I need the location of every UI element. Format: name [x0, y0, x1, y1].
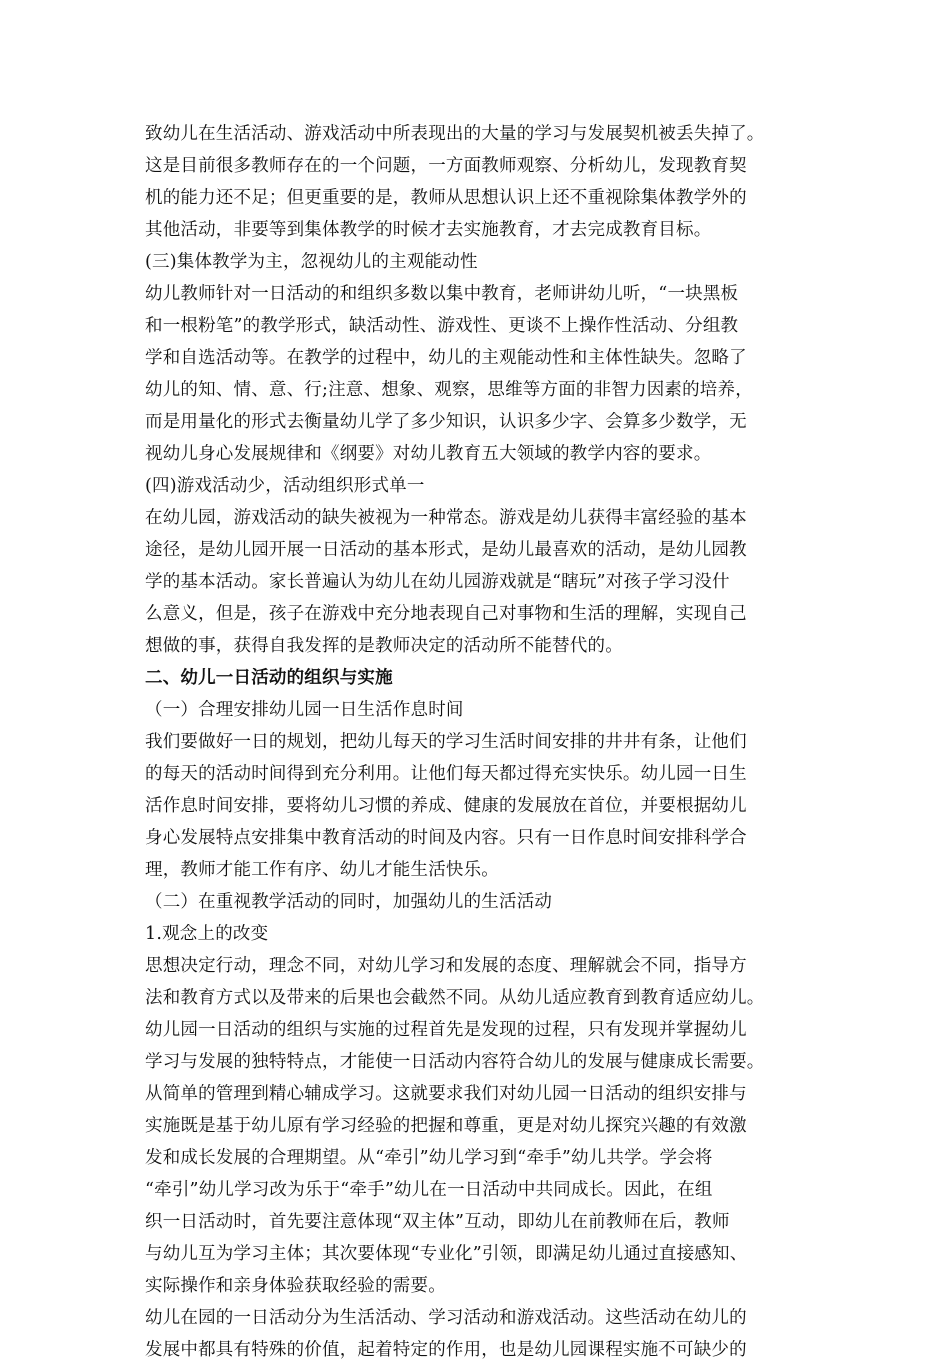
paragraph-line: 发和成长发展的合理期望。从“牵引”幼儿学习到“牵手”幼儿共学。学会将: [145, 1148, 713, 1168]
paragraph-line: 的每天的活动时间得到充分利用。让他们每天都过得充实快乐。幼儿园一日生: [145, 764, 747, 784]
paragraph-line: 织一日活动时，首先要注意体现“双主体”互动，即幼儿在前教师在后，教师: [145, 1212, 730, 1232]
paragraph-line: 机的能力还不足；但更重要的是，教师从思想认识上还不重视除集体教学外的: [145, 188, 747, 208]
paragraph-line: 学习与发展的独特特点，才能使一日活动内容符合幼儿的发展与健康成长需要。: [145, 1052, 765, 1072]
paragraph-line: 途径，是幼儿园开展一日活动的基本形式，是幼儿最喜欢的活动，是幼儿园教: [145, 540, 747, 560]
paragraph-line: 与幼儿互为学习主体；其次要体现“专业化”引领，即满足幼儿通过直接感知、: [145, 1244, 748, 1264]
paragraph-line: “牵引”幼儿学习改为乐于“牵手”幼儿在一日活动中共同成长。因此，在组: [145, 1180, 713, 1200]
section-heading-1: （一）合理安排幼儿园一日生活作息时间: [145, 700, 464, 720]
paragraph-line: 在幼儿园，游戏活动的缺失被视为一种常态。游戏是幼儿获得丰富经验的基本: [145, 508, 747, 528]
paragraph-line: 幼儿园一日活动的组织与实施的过程首先是发现的过程，只有发现并掌握幼儿: [145, 1020, 747, 1040]
chapter-heading: 二、幼儿一日活动的组织与实施: [145, 668, 393, 688]
paragraph-line: 活作息时间安排，要将幼儿习惯的养成、健康的发展放在首位，并要根据幼儿: [145, 796, 747, 816]
paragraph-line: 学的基本活动。家长普遍认为幼儿在幼儿园游戏就是“瞎玩”对孩子学习没什: [145, 572, 730, 592]
paragraph-line: 这是目前很多教师存在的一个问题，一方面教师观察、分析幼儿，发现教育契: [145, 156, 747, 176]
document-body: [145, 118, 825, 1366]
paragraph-line: 从简单的管理到精心辅成学习。这就要求我们对幼儿园一日活动的组织安排与: [145, 1084, 747, 1104]
paragraph-line: 和一根粉笔”的教学形式，缺活动性、游戏性、更谈不上操作性活动、分组教: [145, 316, 739, 336]
numbered-heading: 1.观念上的改变: [145, 924, 269, 944]
section-heading-3: (三)集体教学为主，忽视幼儿的主观能动性: [145, 252, 478, 272]
paragraph-line: 思想决定行动，理念不同，对幼儿学习和发展的态度、理解就会不同，指导方: [145, 956, 747, 976]
paragraph-line: 致幼儿在生活活动、游戏活动中所表现出的大量的学习与发展契机被丢失掉了。: [145, 124, 765, 144]
paragraph-line: 实际操作和亲身体验获取经验的需要。: [145, 1276, 446, 1296]
paragraph-line: 法和教育方式以及带来的后果也会截然不同。从幼儿适应教育到教育适应幼儿。: [145, 988, 765, 1008]
paragraph-line: 幼儿在园的一日活动分为生活活动、学习活动和游戏活动。这些活动在幼儿的: [145, 1308, 747, 1328]
paragraph-line: 视幼儿身心发展规律和《纲要》对幼儿教育五大领域的教学内容的要求。: [145, 444, 712, 464]
paragraph-line: 其他活动，非要等到集体教学的时候才去实施教育，才去完成教育目标。: [145, 220, 712, 240]
paragraph-line: 想做的事，获得自我发挥的是教师决定的活动所不能替代的。: [145, 636, 623, 656]
paragraph-line: 身心发展特点安排集中教育活动的时间及内容。只有一日作息时间安排科学合: [145, 828, 747, 848]
paragraph-line: 幼儿教师针对一日活动的和组织多数以集中教育，老师讲幼儿听，“一块黑板: [145, 284, 739, 304]
paragraph-line: 学和自选活动等。在教学的过程中，幼儿的主观能动性和主体性缺失。忽略了: [145, 348, 747, 368]
paragraph-line: 发展中都具有特殊的价值，起着特定的作用，也是幼儿园课程实施不可缺少的: [145, 1340, 747, 1360]
paragraph-line: 理，教师才能工作有序、幼儿才能生活快乐。: [145, 860, 499, 880]
section-heading-2: （二）在重视教学活动的同时，加强幼儿的生活活动: [145, 892, 553, 912]
paragraph-line: 幼儿的知、情、意、行;注意、想象、观察，思维等方面的非智力因素的培养，: [145, 380, 753, 400]
paragraph-line: 而是用量化的形式去衡量幼儿学了多少知识，认识多少字、会算多少数学，无: [145, 412, 747, 432]
paragraph-line: 我们要做好一日的规划，把幼儿每天的学习生活时间安排的井井有条，让他们: [145, 732, 747, 752]
paragraph-line: 实施既是基于幼儿原有学习经验的把握和尊重，更是对幼儿探究兴趣的有效激: [145, 1116, 747, 1136]
paragraph-line: 么意义，但是，孩子在游戏中充分地表现自己对事物和生活的理解，实现自己: [145, 604, 747, 624]
section-heading-4: (四)游戏活动少，活动组织形式单一: [145, 476, 425, 496]
